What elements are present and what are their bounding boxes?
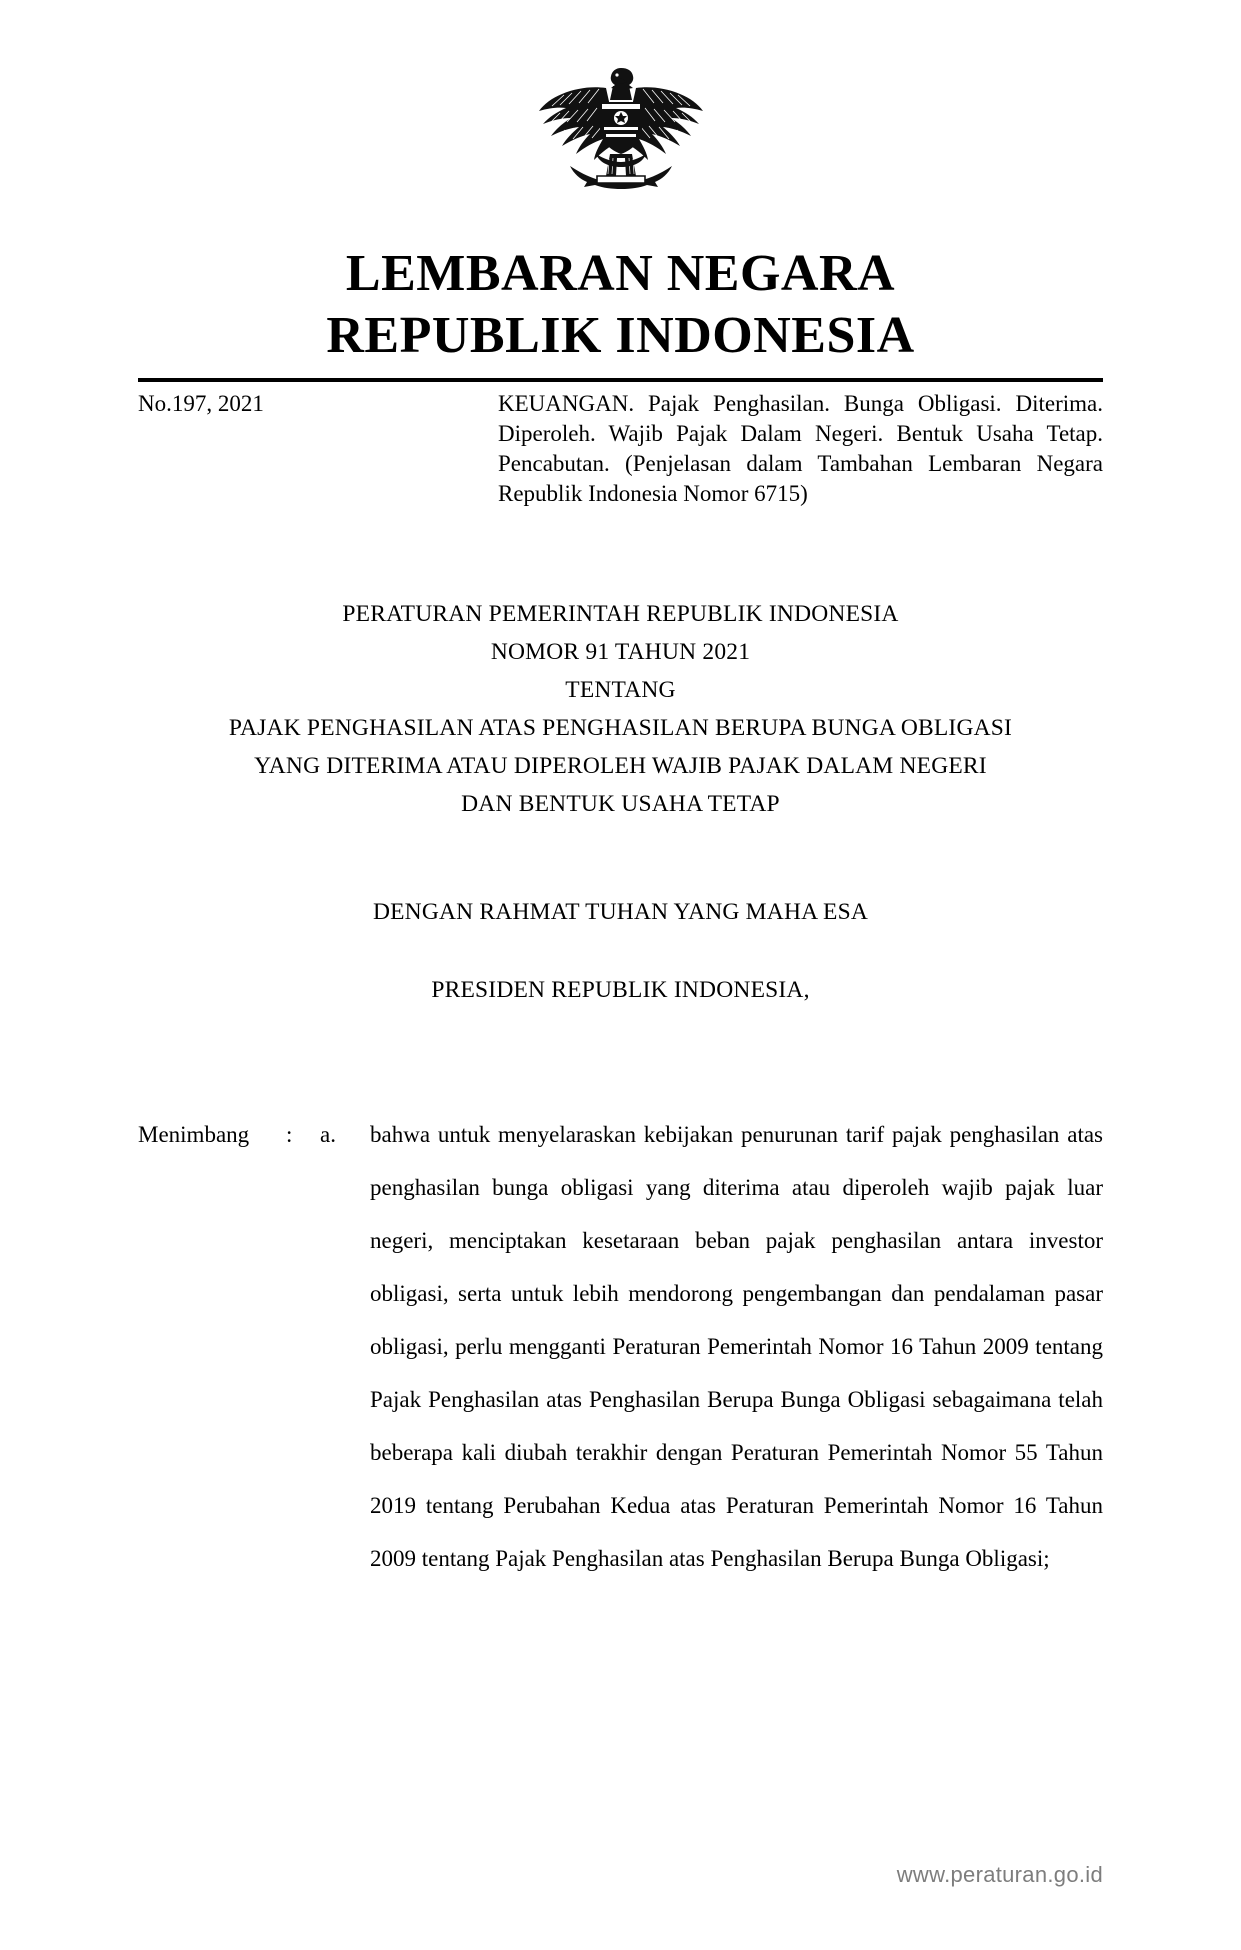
masthead [0,243,1241,367]
consideration-item-text: bahwa untuk menyelaraskan kebijakan penurunan tarif pajak penghasilan atas penghasilan bunga obligasi yang diterima atau diperoleh wajib pajak luar negeri, menciptakan kesetaraan beban pajak penghasilan antara investor obligasi, serta untuk lebih mendorong pengembangan dan pendalaman pasar obligasi, perlu mengganti Peraturan Pemerintah Nomor 16 Tahun 2009 tentang Pajak Penghasilan atas Penghasilan Berupa Bunga Obligasi sebagaimana telah beberapa kali diubah terakhir dengan Peraturan Pemerintah Nomor 55 Tahun 2019 tentang Perubahan Kedua atas Peraturan Pemerintah Nomor 16 Tahun 2009 tentang Pajak Penghasilan atas Penghasilan Berupa Bunga Obligasi; [370,1122,1103,1571]
header-divider-rule [138,378,1103,382]
title-number-line: NOMOR 91 TAHUN 2021 [490,639,751,665]
title-subject-line-1: PAJAK PENGHASILAN ATAS PENGHASILAN BERUPA BUNGA OBLIGASI [228,715,1013,741]
footer [0,1862,1103,1888]
source-watermark: www.peraturan.go.id [896,1862,1103,1887]
invocation-spacer [110,929,1131,973]
considerations-label: Menimbang [138,1122,250,1147]
authority-line: PRESIDEN REPUBLIK INDONESIA, [431,977,810,1003]
masthead-line-1: LEMBARAN NEGARA [345,245,896,302]
garuda-pancasila-emblem [536,62,706,192]
considerations-colon: : [286,1122,293,1147]
garuda-emblem-container [0,62,1241,197]
considerations-block [138,1108,1103,1585]
invocation-block [110,895,1131,1007]
consideration-item-marker: a. [320,1122,336,1147]
blessing-line: DENGAN RAHMAT TUHAN YANG MAHA ESA [372,899,869,925]
regulation-title-block [110,595,1131,823]
gazette-number: No.197, 2021 [138,391,264,416]
title-tentang-line: TENTANG [565,677,676,703]
title-subject-line-3: DAN BENTUK USAHA TETAP [461,791,780,817]
gazette-subject-keywords: KEUANGAN. Pajak Penghasilan. Bunga Obligasi. Diterima. Diperoleh. Wajib Pajak Dalam Negeri. Bentuk Usaha Tetap. Pencabutan. (Penjelasan dalam Tambahan Lembaran Negara Republik Indonesia Nomor 6715) [498,391,1103,506]
title-authority-line: PERATURAN PEMERINTAH REPUBLIK INDONESIA [342,601,899,627]
title-subject-line-2: YANG DITERIMA ATAU DIPEROLEH WAJIB PAJAK DALAM NEGERI [254,753,987,779]
gazette-meta-block [138,389,1103,509]
masthead-line-2: REPUBLIK INDONESIA [326,307,915,364]
